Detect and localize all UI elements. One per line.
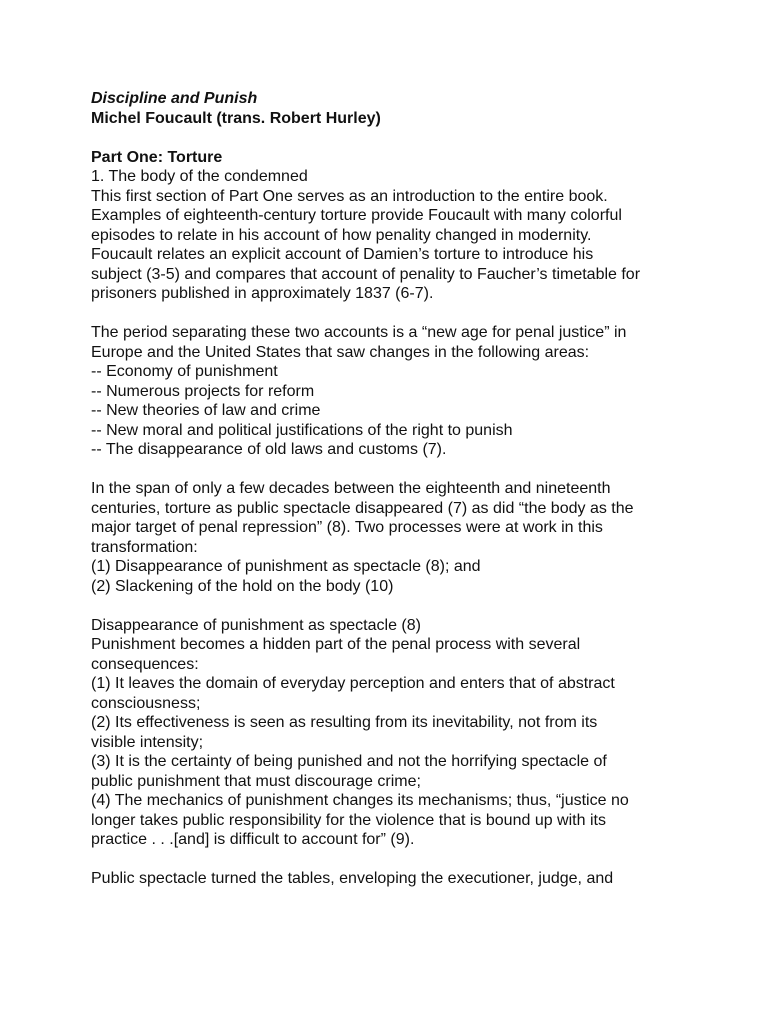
closing-line: Public spectacle turned the tables, enveloping the executioner, judge, and <box>91 870 614 887</box>
list-item: consciousness; <box>91 694 201 712</box>
list-item: (3) It is the certainty of being punished and not the horrifying spectacle of <box>91 753 607 770</box>
document-title: Discipline and Punish <box>91 90 258 107</box>
list-item: -- New theories of law and crime <box>91 402 321 419</box>
list-item: public punishment that must discourage crime; <box>91 772 421 790</box>
paragraph-line: Punishment becomes a hidden part of the penal process with several <box>91 636 581 653</box>
paragraph-line: In the span of only a few decades between the eighteenth and nineteenth <box>91 480 611 497</box>
change-areas-list <box>91 362 691 460</box>
section-heading: 1. The body of the condemned <box>91 168 308 185</box>
list-item: (1) Disappearance of punishment as spectacle (8); and <box>91 558 481 575</box>
subsection-heading: Disappearance of punishment as spectacle (8) <box>91 616 421 634</box>
period-paragraph <box>91 323 691 362</box>
paragraph-line: This first section of Part One serves as an introduction to the entire book. <box>91 187 608 205</box>
paragraph-line: Europe and the United States that saw changes in the following areas: <box>91 343 590 361</box>
spacer <box>91 460 691 480</box>
paragraph-line: The period separating these two accounts is a “new age for penal justice” in <box>91 324 627 341</box>
part-heading: Part One: Torture <box>91 148 223 166</box>
spacer <box>91 596 691 616</box>
paragraph-line: subject (3-5) and compares that account of penality to Faucher’s timetable for <box>91 265 641 283</box>
spacer <box>91 128 691 148</box>
list-item: visible intensity; <box>91 733 204 751</box>
list-item: longer takes public responsibility for the violence that is bound up with its <box>91 811 606 829</box>
list-item: practice . . .[and] is difficult to account for” (9). <box>91 831 415 848</box>
paragraph-line: transformation: <box>91 538 198 556</box>
spectacle-paragraph <box>91 635 691 850</box>
document-author: Michel Foucault (trans. Robert Hurley) <box>91 109 381 127</box>
list-item: (2) Its effectiveness is seen as resulting from its inevitability, not from its <box>91 714 598 731</box>
intro-paragraph <box>91 187 691 304</box>
paragraph-line: major target of penal repression” (8). Two processes were at work in this <box>91 519 603 536</box>
list-item: -- The disappearance of old laws and customs (7). <box>91 441 447 458</box>
paragraph-line: centuries, torture as public spectacle disappeared (7) as did “the body as the <box>91 499 634 517</box>
paragraph-line: consequences: <box>91 655 199 673</box>
paragraph-line: episodes to relate in his account of how penality changed in modernity. <box>91 226 592 244</box>
document-page <box>91 89 691 889</box>
list-item: (4) The mechanics of punishment changes its mechanisms; thus, “justice no <box>91 792 629 809</box>
list-item: (2) Slackening of the hold on the body (10) <box>91 577 394 595</box>
list-item: -- Economy of punishment <box>91 363 278 380</box>
paragraph-line: Foucault relates an explicit account of Damien’s torture to introduce his <box>91 246 594 263</box>
list-item: -- Numerous projects for reform <box>91 382 315 400</box>
paragraph-line: prisoners published in approximately 1837 (6-7). <box>91 285 434 302</box>
list-item: (1) It leaves the domain of everyday perception and enters that of abstract <box>91 675 615 692</box>
list-item: -- New moral and political justifications of the right to punish <box>91 421 513 439</box>
spacer <box>91 304 691 324</box>
span-paragraph <box>91 479 691 596</box>
paragraph-line: Examples of eighteenth-century torture provide Foucault with many colorful <box>91 207 622 224</box>
spacer <box>91 850 691 870</box>
